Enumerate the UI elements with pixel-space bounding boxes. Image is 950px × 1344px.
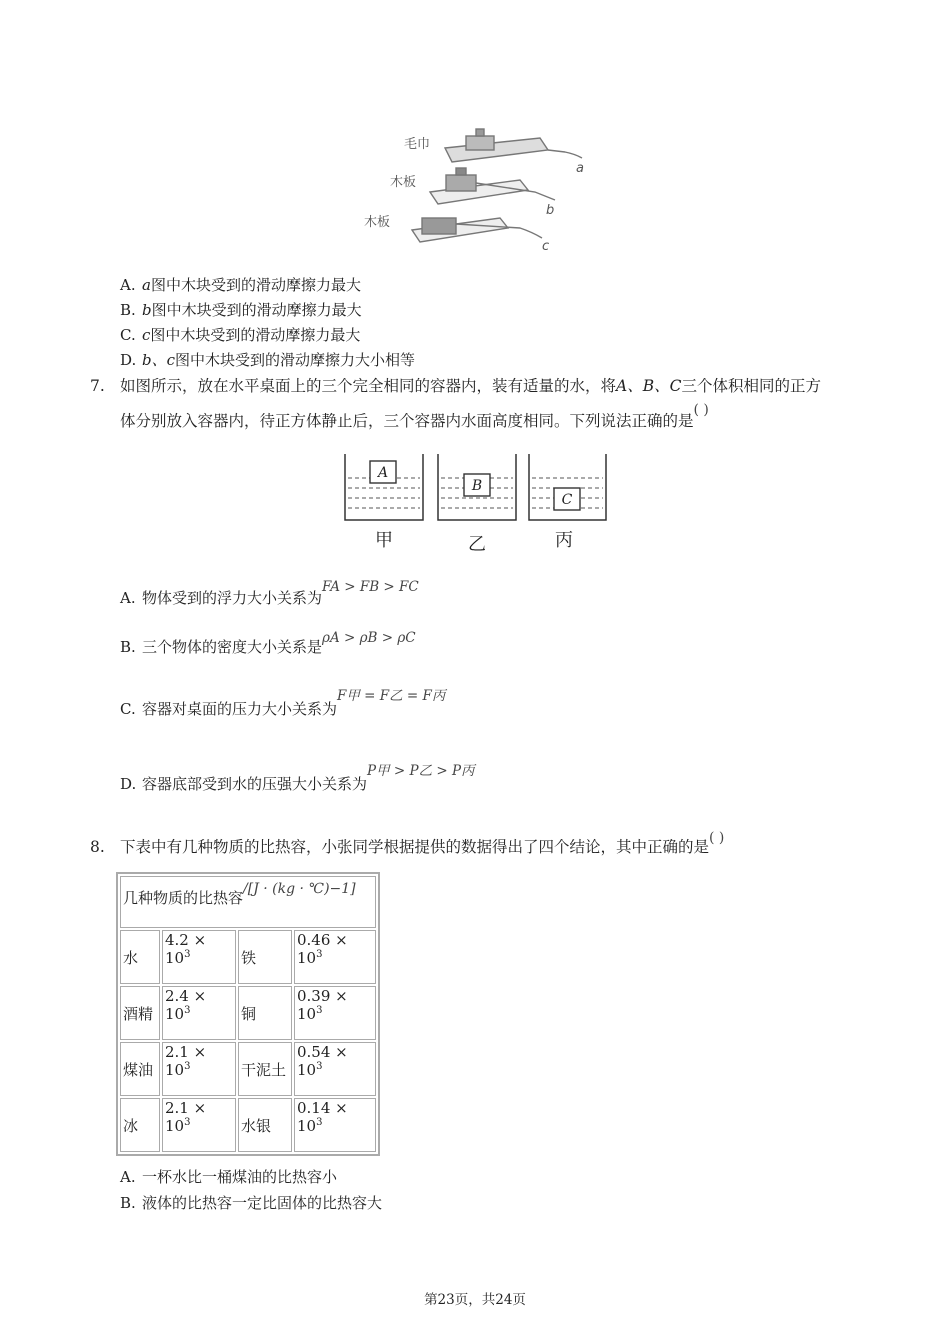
caption-jia: 甲: [375, 530, 393, 551]
table-row: 水 $4.2 \times 10^3$ 铁 $0.46 \times 10^3$: [120, 930, 376, 984]
q7-stem-line2: 体分别放入容器内，待正方体静止后，三个容器内水面高度相同。下列说法正确的是( ): [120, 402, 709, 430]
formula-pressure-force: F甲 = F乙 = F丙: [337, 688, 446, 704]
formula-water-pressure: P甲 > P乙 > P丙: [367, 763, 475, 779]
block-a-label: A: [377, 465, 389, 481]
table-row: 冰 $2.1 \times 10^3$ 水银 $0.14 \times 10^3$: [120, 1098, 376, 1152]
table-unit: /[J · (kg · ℃)−1]: [243, 881, 356, 897]
label-board-c: 木板: [364, 215, 391, 230]
label-c: c: [542, 239, 550, 254]
q8-option-a[interactable]: A. 一杯水比一桶煤油的比热容小: [120, 1168, 338, 1186]
q6-option-a[interactable]: A. a图中木块受到的滑动摩擦力最大: [120, 276, 361, 294]
friction-experiment-figure: [360, 120, 600, 260]
formula-buoyancy: FA > FB > FC: [322, 579, 419, 595]
formula-density: ρA > ρB > ρC: [322, 630, 416, 646]
q7-option-a[interactable]: A. 物体受到的浮力大小关系为FA > FB > FC: [120, 579, 419, 607]
table-title-cell: 几种物质的比热容/[J · (kg · ℃)−1]: [120, 876, 376, 928]
q7-stem-line1: 如图所示，放在水平桌面上的三个完全相同的容器内，装有适量的水，将A、B、C三个体积相同的正方: [120, 377, 821, 395]
page-footer: 第23页，共24页: [424, 1292, 526, 1308]
table-row: 酒精 $2.4 \times 10^3$ 铜 $0.39 \times 10^3$: [120, 986, 376, 1040]
q8-option-b[interactable]: B. 液体的比热容一定比固体的比热容大: [120, 1194, 383, 1212]
q6-option-d[interactable]: D. b、c图中木块受到的滑动摩擦力大小相等: [120, 351, 416, 369]
containers-figure: [340, 450, 620, 554]
caption-yi: 乙: [468, 534, 486, 554]
q7-option-c[interactable]: C. 容器对桌面的压力大小关系为F甲 = F乙 = F丙: [120, 688, 446, 718]
q6-option-b[interactable]: B. b图中木块受到的滑动摩擦力最大: [120, 301, 362, 319]
label-b: b: [546, 203, 555, 218]
q7-answer-paren: ( ): [693, 402, 709, 418]
q7-option-d[interactable]: D. 容器底部受到水的压强大小关系为P甲 > P乙 > P丙: [120, 763, 475, 793]
block-b-label: B: [471, 478, 483, 494]
label-a: a: [576, 161, 584, 176]
q8-stem: 下表中有几种物质的比热容，小张同学根据提供的数据得出了四个结论，其中正确的是( ): [120, 830, 725, 856]
q8-answer-paren: ( ): [709, 830, 725, 846]
q7-option-b[interactable]: B. 三个物体的密度大小关系是ρA > ρB > ρC: [120, 630, 416, 656]
block-c-label: C: [561, 492, 573, 508]
label-towel: 毛巾: [404, 137, 431, 152]
q6-option-c[interactable]: C. c图中木块受到的滑动摩擦力最大: [120, 326, 361, 344]
caption-bing: 丙: [555, 530, 573, 551]
q7-number: 7.: [90, 377, 105, 395]
label-board-b: 木板: [390, 175, 417, 190]
q8-number: 8.: [90, 838, 105, 856]
table-row: 煤油 $2.1 \times 10^3$ 干泥土 $0.54 \times 10^3$: [120, 1042, 376, 1096]
specific-heat-table: [116, 872, 380, 1156]
